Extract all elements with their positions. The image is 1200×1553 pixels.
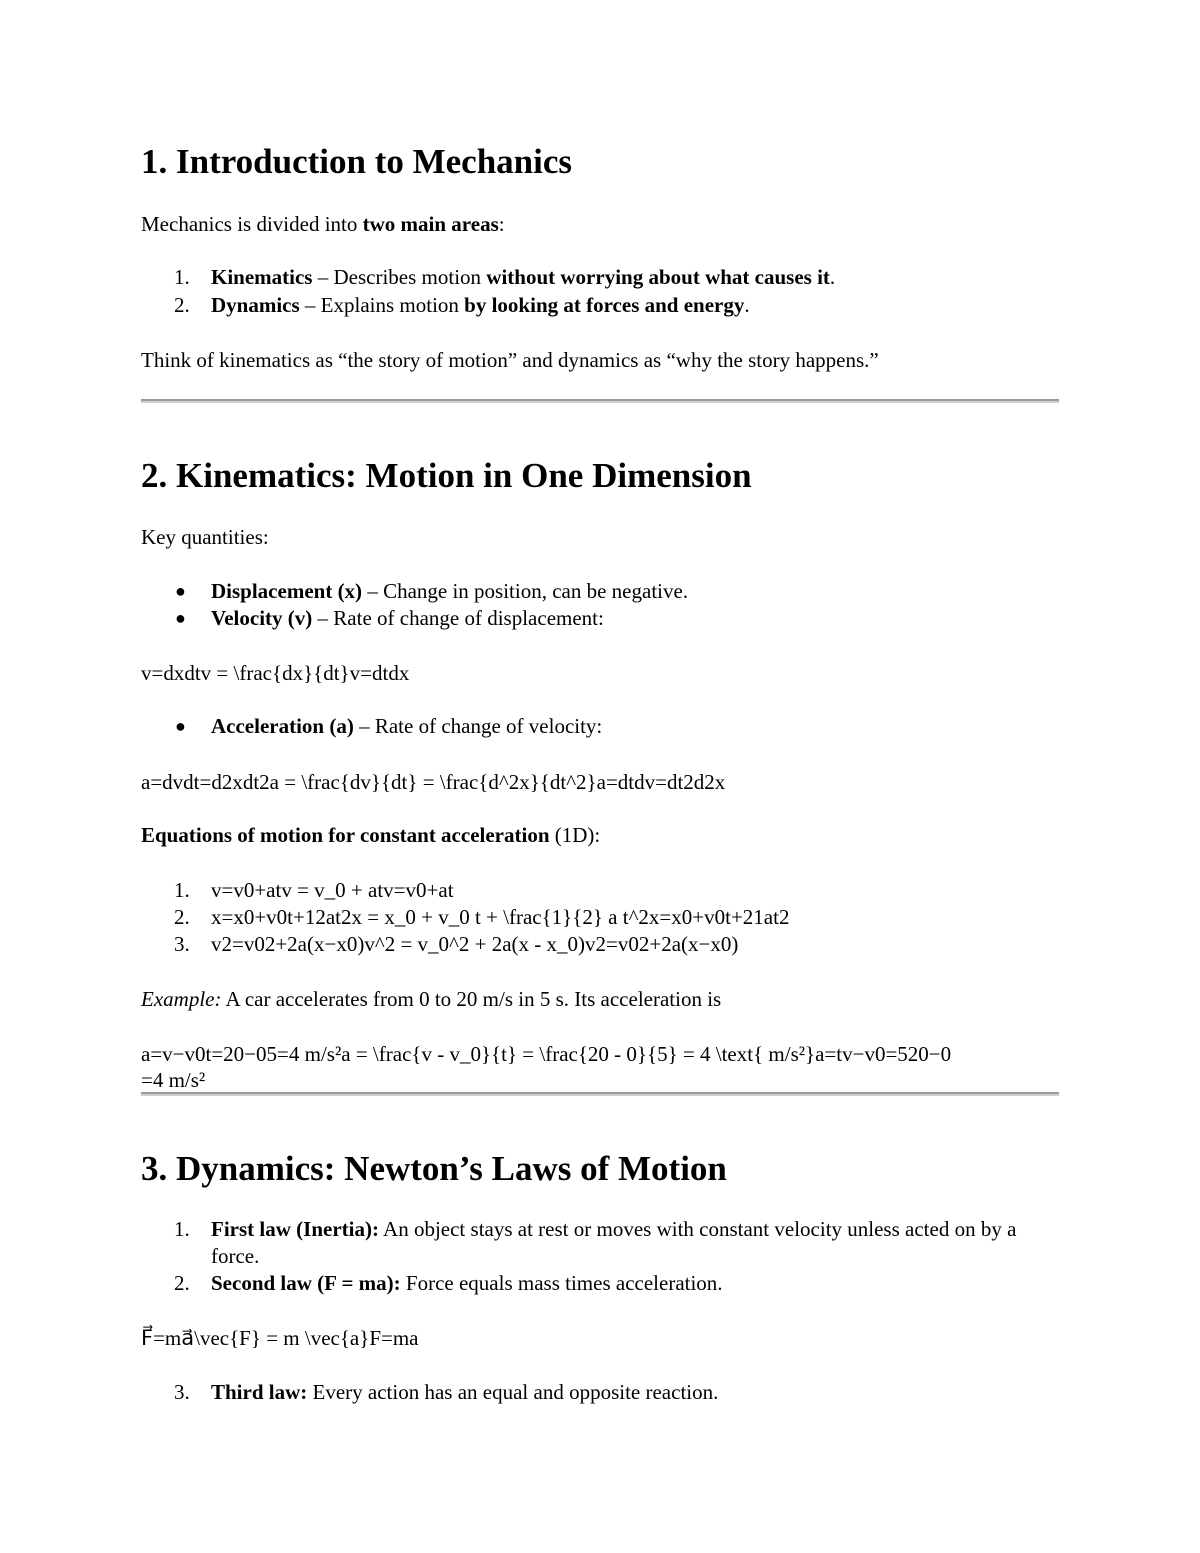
law-body — [211, 1379, 1056, 1406]
bullet-icon: ● — [175, 608, 186, 628]
list-number: 1. — [174, 878, 190, 902]
item-post: . — [744, 293, 750, 317]
section-1-closing: Think of kinematics as “the story of motion” and dynamics as “why the story happens.” — [141, 348, 879, 372]
horizontal-rule — [141, 1092, 1059, 1096]
bullet-body — [211, 605, 1056, 632]
bullet-body — [211, 713, 1056, 740]
item-bold: by looking at forces and energy — [464, 293, 745, 317]
equation-text: v=v0+atv = v_0 + atv=v0+at — [211, 878, 454, 902]
law-text: Every action has an equal and opposite reaction. — [307, 1380, 719, 1404]
equation-text: x=x0+v0t+12at2x = x_0 + v_0 t + \frac{1}{2} a t^2x=x0+v0t+21at2 — [211, 905, 790, 929]
law-body — [211, 1270, 1056, 1297]
formula-velocity: v=dxdtv = \frac{dx}{dt}v=dtdx — [141, 661, 410, 685]
example-text: A car accelerates from 0 to 20 m/s in 5 s. Its acceleration is — [221, 987, 722, 1011]
equations-label — [141, 822, 600, 848]
item-text: – Describes motion — [312, 265, 487, 289]
law-text: An object stays at rest or moves with constant velocity unless acted on by a force. — [211, 1217, 1017, 1268]
equations-label-post: (1D): — [549, 823, 601, 847]
item-text: – Rate of change of velocity: — [353, 714, 603, 738]
list-number: 2. — [174, 905, 190, 929]
item-post: . — [829, 265, 836, 289]
equations-label-bold: Equations of motion for constant acceleration — [141, 823, 550, 847]
equation-text: v2=v02+2a(x−x0)v^2 = v_0^2 + 2a(x - x_0)v2=v02+2a(x−x0) — [211, 932, 739, 956]
bullet-icon: ● — [175, 716, 186, 736]
list-number: 3. — [174, 932, 190, 956]
list-item-body — [211, 292, 1056, 319]
term-bold: Acceleration (a) — [211, 714, 354, 738]
bullet-body — [211, 578, 1056, 605]
formula-acceleration: a=dvdt=d2xdt2a = \frac{dv}{dt} = \frac{d^2x}{dt^2}a=dtdv=dt2d2x — [141, 770, 726, 794]
example-formula-line-1: a=v−v0t=20−05=4 m/s²a = \frac{v - v_0}{t} = \frac{20 - 0}{5} = 4 \text{ m/s²}a=tv−v0=520−0 — [141, 1042, 952, 1066]
section-1-title: 1. Introduction to Mechanics — [141, 142, 573, 181]
item-bold: without worrying about what causes it — [486, 265, 830, 289]
term-bold: Kinematics — [211, 265, 313, 289]
law-name: First law (Inertia): — [211, 1217, 379, 1241]
bullet-icon: ● — [175, 581, 186, 601]
term-bold: Displacement (x) — [211, 579, 363, 603]
law-text: Force equals mass times acceleration. — [400, 1271, 723, 1295]
item-text: – Rate of change of displacement: — [312, 606, 604, 630]
example-paragraph — [141, 986, 721, 1012]
key-quantities-label: Key quantities: — [141, 525, 269, 549]
law-name: Second law (F = ma): — [211, 1271, 401, 1295]
intro-post: : — [498, 212, 505, 236]
horizontal-rule — [141, 399, 1059, 403]
intro-bold: two main areas — [362, 212, 499, 236]
section-1-intro — [141, 211, 505, 237]
term-bold: Dynamics — [211, 293, 300, 317]
item-text: – Change in position, can be negative. — [362, 579, 689, 603]
term-bold: Velocity (v) — [211, 606, 313, 630]
list-number: 1. — [174, 265, 190, 289]
example-label: Example: — [141, 987, 222, 1011]
law-name: Third law: — [211, 1380, 308, 1404]
formula-force: F⃗=ma⃗\vec{F} = m \vec{a}F=ma — [141, 1326, 419, 1350]
list-number: 3. — [174, 1380, 190, 1404]
list-number: 2. — [174, 1271, 190, 1295]
list-item-body — [211, 264, 1056, 291]
law-body — [211, 1216, 1056, 1270]
intro-text: Mechanics is divided into — [141, 212, 363, 236]
example-formula-line-2: =4 m/s² — [141, 1068, 206, 1092]
section-3-title: 3. Dynamics: Newton’s Laws of Motion — [141, 1149, 727, 1188]
item-text: – Explains motion — [299, 293, 465, 317]
list-number: 1. — [174, 1217, 190, 1241]
list-number: 2. — [174, 293, 190, 317]
section-2-title: 2. Kinematics: Motion in One Dimension — [141, 456, 752, 495]
